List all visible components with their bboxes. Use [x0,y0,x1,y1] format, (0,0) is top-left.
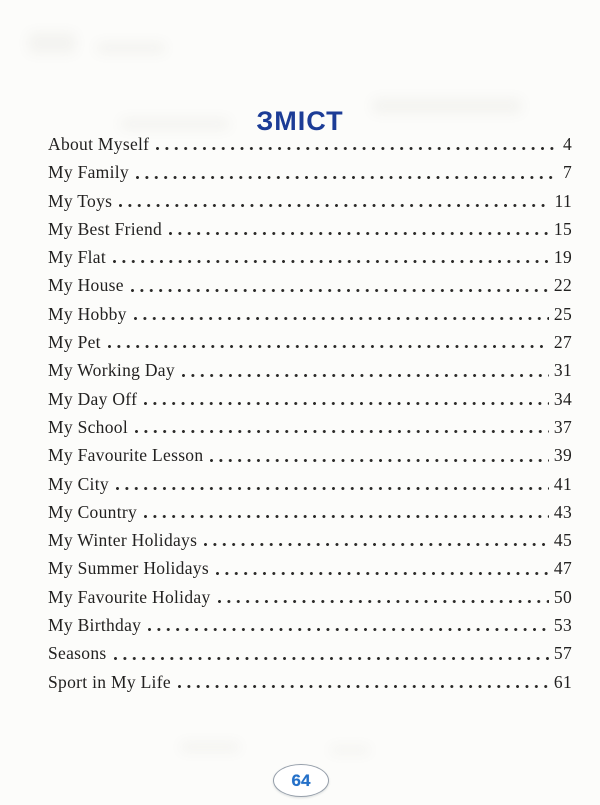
dotted-leader [216,572,549,575]
toc-list [48,130,572,696]
toc-entry [48,470,572,498]
toc-entry [48,215,572,243]
toc-entry [48,441,572,469]
dotted-leader [178,685,549,688]
toc-entry [48,611,572,639]
toc-entry-page-number: 34 [553,388,572,409]
toc-entry-label: My Flat [48,247,107,268]
toc-entry-label: My Toys [48,190,113,211]
toc-entry-label: My Day Off [48,388,138,409]
dotted-leader [136,176,558,179]
scan-artifact [28,32,76,54]
dotted-leader [156,147,558,150]
toc-entry-page-number: 43 [553,501,572,522]
scan-artifact [180,742,240,752]
toc-entry-label: My Country [48,501,138,522]
toc-entry-label: My Family [48,162,129,183]
dotted-leader [114,657,549,660]
toc-entry-label: Seasons [48,643,107,664]
toc-entry-label: My House [48,275,124,296]
toc-entry-page-number: 61 [553,671,572,692]
toc-entry [48,498,572,526]
page-number: 64 [291,770,311,790]
toc-entry-page-number: 39 [553,445,572,466]
toc-entry [48,243,572,271]
dotted-leader [182,374,549,377]
toc-entry-page-number: 53 [553,615,572,636]
toc-entry [48,668,572,696]
toc-entry-page-number: 31 [553,360,572,381]
toc-entry-page-number: 50 [553,586,572,607]
toc-entry-page-number: 41 [553,473,572,494]
toc-entry-label: About Myself [48,134,150,154]
dotted-leader [144,515,549,518]
dotted-leader [144,402,549,405]
toc-entry-page-number: 7 [562,162,572,183]
toc-entry-page-number: 57 [553,643,572,664]
toc-entry [48,271,572,299]
dotted-leader [119,204,549,207]
toc-entry-page-number: 27 [553,332,572,353]
toc-entry [48,554,572,582]
toc-entry [48,413,572,441]
toc-entry-page-number: 11 [554,190,572,211]
dotted-leader [218,600,549,603]
toc-entry-label: My Favourite Lesson [48,445,204,466]
scan-artifact [330,746,370,754]
dotted-leader [210,459,548,462]
toc-entry-label: My School [48,416,128,437]
toc-entry [48,526,572,554]
toc-entry-page-number: 47 [553,558,572,579]
toc-entry-label: My Hobby [48,303,127,324]
toc-entry-label: My Summer Holidays [48,558,209,579]
dotted-leader [169,232,549,235]
toc-entry [48,639,572,667]
toc-entry [48,583,572,611]
toc-entry-label: My Working Day [48,360,175,381]
toc-entry [48,187,572,215]
toc-entry [48,158,572,186]
dotted-leader [116,487,549,490]
toc-entry-label: My City [48,473,109,494]
toc-entry-page-number: 25 [553,303,572,324]
dotted-leader [135,430,549,433]
toc-entry-label: My Favourite Holiday [48,586,211,607]
toc-entry-label: Sport in My Life [48,671,171,692]
toc-entry [48,385,572,413]
dotted-leader [134,317,549,320]
toc-entry-page-number: 15 [553,218,572,239]
page-title: ЗМІСТ [256,106,344,137]
dotted-leader [113,260,549,263]
toc-entry-page-number: 45 [553,530,572,551]
dotted-leader [148,628,549,631]
dotted-leader [131,289,549,292]
toc-entry-page-number: 37 [553,416,572,437]
dotted-leader [108,345,549,348]
dotted-leader [204,543,549,546]
toc-entry-label: My Winter Holidays [48,530,198,551]
toc-entry-label: My Pet [48,332,101,353]
toc-entry [48,356,572,384]
toc-entry-page-number: 19 [553,247,572,268]
toc-entry [48,300,572,328]
toc-entry-page-number: 4 [562,134,572,154]
toc-entry-page-number: 22 [553,275,572,296]
toc-entry [48,328,572,356]
toc-entry-label: My Best Friend [48,218,163,239]
page-number-badge [273,764,329,797]
toc-entry-label: My Birthday [48,615,142,636]
scan-artifact [96,42,166,54]
toc-entry [48,130,572,158]
